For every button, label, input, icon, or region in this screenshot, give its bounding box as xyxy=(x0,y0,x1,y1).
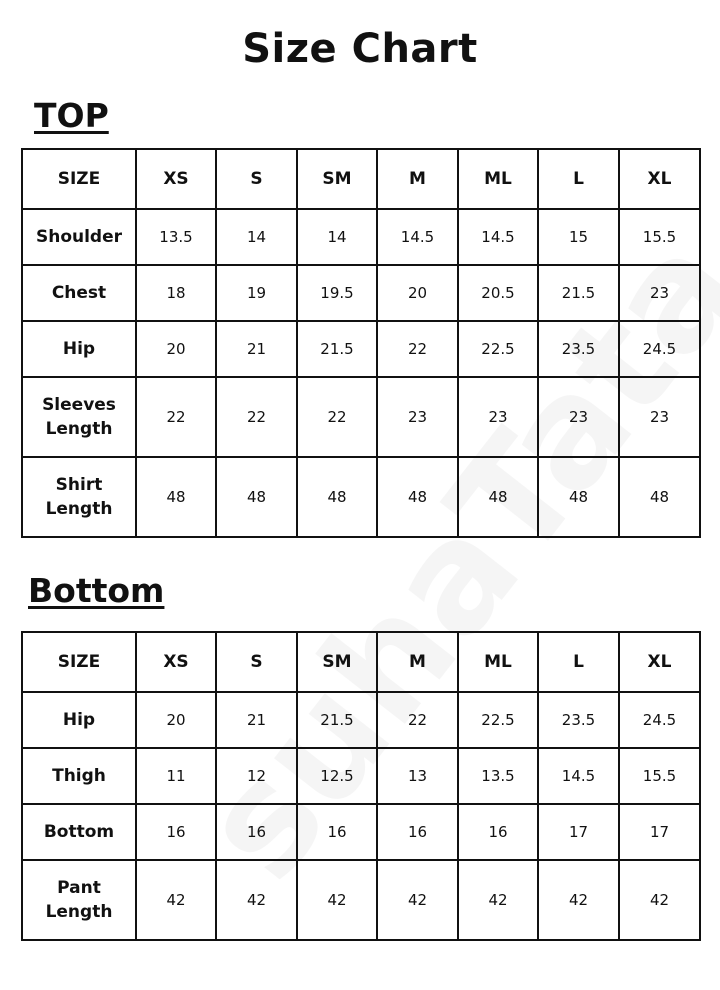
measurement-value: 14.5 xyxy=(458,209,538,265)
bottom-size-table xyxy=(21,631,701,941)
table-row xyxy=(22,377,700,457)
size-column-header: S xyxy=(216,632,297,692)
measurement-value: 22.5 xyxy=(458,321,538,377)
measurement-value: 21.5 xyxy=(297,321,377,377)
measurement-value: 23 xyxy=(619,265,700,321)
measurement-value: 16 xyxy=(136,804,216,860)
size-header-label: SIZE xyxy=(22,632,136,692)
measurement-value: 42 xyxy=(538,860,619,940)
size-column-header: XS xyxy=(136,632,216,692)
measurement-label: Sleeves Length xyxy=(22,377,136,457)
size-header-label: SIZE xyxy=(22,149,136,209)
measurement-value: 24.5 xyxy=(619,321,700,377)
bottom-section-heading: Bottom xyxy=(28,571,165,610)
measurement-value: 21.5 xyxy=(538,265,619,321)
table-row xyxy=(22,209,700,265)
size-column-header: ML xyxy=(458,149,538,209)
table-row xyxy=(22,860,700,940)
measurement-value: 23 xyxy=(619,377,700,457)
measurement-value: 17 xyxy=(619,804,700,860)
measurement-value: 16 xyxy=(297,804,377,860)
measurement-label: Shirt Length xyxy=(22,457,136,537)
table-header-row xyxy=(22,632,700,692)
size-column-header: XL xyxy=(619,149,700,209)
measurement-value: 17 xyxy=(538,804,619,860)
measurement-label: Hip xyxy=(22,692,136,748)
measurement-value: 42 xyxy=(297,860,377,940)
size-column-header: ML xyxy=(458,632,538,692)
measurement-value: 22 xyxy=(377,692,458,748)
table-row xyxy=(22,692,700,748)
measurement-value: 13 xyxy=(377,748,458,804)
measurement-label: Chest xyxy=(22,265,136,321)
measurement-value: 42 xyxy=(377,860,458,940)
measurement-value: 23 xyxy=(377,377,458,457)
measurement-value: 23 xyxy=(538,377,619,457)
measurement-label: Bottom xyxy=(22,804,136,860)
measurement-value: 13.5 xyxy=(136,209,216,265)
measurement-value: 42 xyxy=(136,860,216,940)
measurement-value: 11 xyxy=(136,748,216,804)
measurement-value: 22.5 xyxy=(458,692,538,748)
measurement-value: 23 xyxy=(458,377,538,457)
measurement-value: 24.5 xyxy=(619,692,700,748)
measurement-label: Shoulder xyxy=(22,209,136,265)
measurement-value: 15.5 xyxy=(619,209,700,265)
table-row xyxy=(22,321,700,377)
measurement-value: 48 xyxy=(216,457,297,537)
measurement-value: 14 xyxy=(297,209,377,265)
measurement-value: 15 xyxy=(538,209,619,265)
table-header-row xyxy=(22,149,700,209)
measurement-value: 19 xyxy=(216,265,297,321)
size-column-header: M xyxy=(377,632,458,692)
measurement-value: 21 xyxy=(216,321,297,377)
measurement-value: 20 xyxy=(136,321,216,377)
size-column-header: L xyxy=(538,149,619,209)
measurement-value: 21.5 xyxy=(297,692,377,748)
measurement-value: 22 xyxy=(136,377,216,457)
measurement-value: 23.5 xyxy=(538,692,619,748)
measurement-value: 15.5 xyxy=(619,748,700,804)
measurement-value: 48 xyxy=(136,457,216,537)
measurement-label: Thigh xyxy=(22,748,136,804)
measurement-value: 18 xyxy=(136,265,216,321)
measurement-value: 19.5 xyxy=(297,265,377,321)
measurement-value: 16 xyxy=(216,804,297,860)
measurement-value: 13.5 xyxy=(458,748,538,804)
top-size-table xyxy=(21,148,701,538)
measurement-value: 20 xyxy=(377,265,458,321)
measurement-label: Hip xyxy=(22,321,136,377)
measurement-label: Pant Length xyxy=(22,860,136,940)
measurement-value: 48 xyxy=(297,457,377,537)
measurement-value: 22 xyxy=(216,377,297,457)
size-column-header: XL xyxy=(619,632,700,692)
size-column-header: L xyxy=(538,632,619,692)
table-row xyxy=(22,457,700,537)
measurement-value: 12 xyxy=(216,748,297,804)
measurement-value: 12.5 xyxy=(297,748,377,804)
size-column-header: XS xyxy=(136,149,216,209)
measurement-value: 42 xyxy=(619,860,700,940)
measurement-value: 21 xyxy=(216,692,297,748)
measurement-value: 22 xyxy=(377,321,458,377)
measurement-value: 23.5 xyxy=(538,321,619,377)
measurement-value: 48 xyxy=(377,457,458,537)
measurement-value: 22 xyxy=(297,377,377,457)
table-row xyxy=(22,748,700,804)
measurement-value: 42 xyxy=(458,860,538,940)
measurement-value: 48 xyxy=(538,457,619,537)
top-section-heading: TOP xyxy=(34,96,109,135)
table-row xyxy=(22,804,700,860)
measurement-value: 14.5 xyxy=(538,748,619,804)
size-column-header: SM xyxy=(297,632,377,692)
measurement-value: 20.5 xyxy=(458,265,538,321)
measurement-value: 16 xyxy=(458,804,538,860)
measurement-value: 16 xyxy=(377,804,458,860)
measurement-value: 14.5 xyxy=(377,209,458,265)
size-column-header: S xyxy=(216,149,297,209)
page-title: Size Chart xyxy=(242,26,478,72)
measurement-value: 20 xyxy=(136,692,216,748)
size-column-header: M xyxy=(377,149,458,209)
size-column-header: SM xyxy=(297,149,377,209)
measurement-value: 48 xyxy=(458,457,538,537)
measurement-value: 48 xyxy=(619,457,700,537)
measurement-value: 42 xyxy=(216,860,297,940)
measurement-value: 14 xyxy=(216,209,297,265)
table-row xyxy=(22,265,700,321)
